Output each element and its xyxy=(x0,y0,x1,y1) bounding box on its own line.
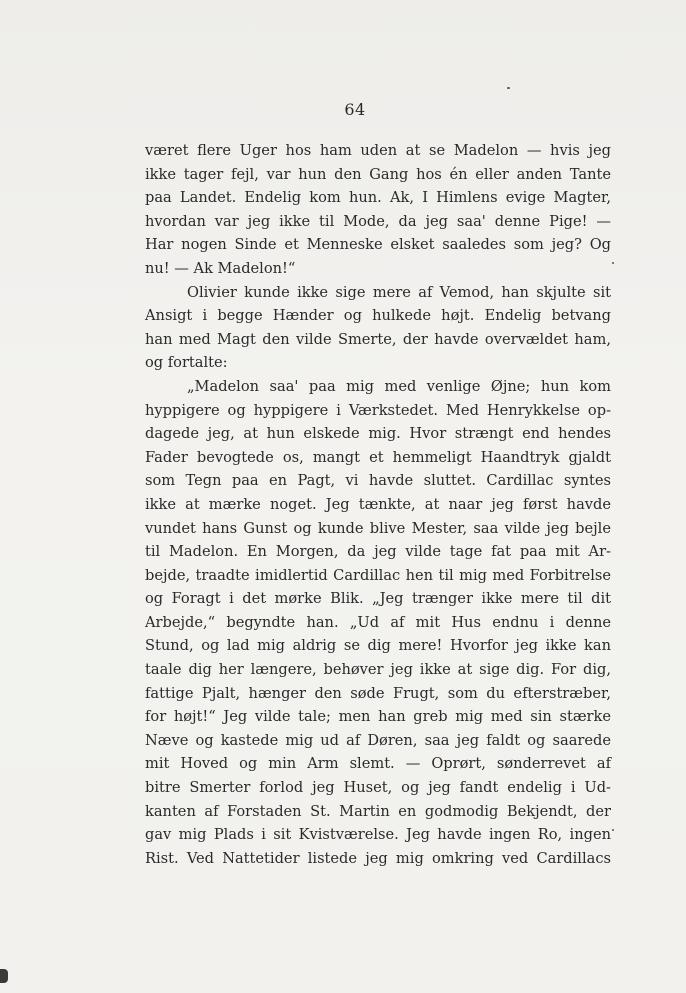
text-line: for højt!“ Jeg vilde tale; men han greb mig med sin stærke xyxy=(145,708,611,726)
text-line: som Tegn paa en Pagt, vi havde sluttet. Cardillac syntes xyxy=(145,472,611,490)
text-line: og Foragt i det mørke Blik. „Jeg trænger ikke mere til dit xyxy=(145,590,611,608)
text-line: Olivier kunde ikke sige mere af Vemod, han skjulte sit xyxy=(187,283,611,301)
page-number: 64 xyxy=(344,100,366,119)
text-line: bejde, traadte imidlertid Cardillac hen til mig med Forbitrelse xyxy=(145,566,611,584)
text-line: Ansigt i begge Hænder og hulkede højt. Endelig betvang xyxy=(145,307,611,325)
text-line: fattige Pjalt, hænger den søde Frugt, som du efterstræber, xyxy=(145,684,611,702)
text-line: mit Hoved og min Arm slemt. — Oprørt, sønderrevet af xyxy=(145,755,611,773)
text-line: ikke at mærke noget. Jeg tænkte, at naar jeg først havde xyxy=(145,495,611,513)
text-line: taale dig her længere, behøver jeg ikke at sige dig. For dig, xyxy=(145,661,611,679)
text-line: gav mig Plads i sit Kvistværelse. Jeg havde ingen Ro, ingen xyxy=(145,826,611,844)
text-line: nu! — Ak Madelon!“ xyxy=(145,259,296,277)
text-line: Fader bevogtede os, mangt et hemmeligt Haandtryk gjaldt xyxy=(145,448,611,466)
text-line: han med Magt den vilde Smerte, der havde overvældet ham, xyxy=(145,330,611,348)
text-line: Har nogen Sinde et Menneske elsket saaledes som jeg? Og xyxy=(145,236,611,254)
ink-speck xyxy=(507,87,510,89)
text-line: kanten af Forstaden St. Martin en godmodig Bekjendt, der xyxy=(145,802,611,820)
text-line: været flere Uger hos ham uden at se Madelon — hvis jeg xyxy=(145,142,611,159)
text-line: „Madelon saa' paa mig med venlige Øjne; hun kom xyxy=(187,377,611,395)
text-line: dagede jeg, at hun elskede mig. Hvor strængt end hendes xyxy=(145,425,611,443)
text-line: Næve og kastede mig ud af Døren, saa jeg faldt og saarede xyxy=(145,731,611,749)
text-line: til Madelon. En Morgen, da jeg vilde tage fat paa mit Ar- xyxy=(145,543,611,561)
text-line: Stund, og lad mig aldrig se dig mere! Hvorfor jeg ikke kan xyxy=(145,637,611,655)
text-line: vundet hans Gunst og kunde blive Mester, saa vilde jeg bejle xyxy=(145,519,611,537)
text-line: hvordan var jeg ikke til Mode, da jeg saa' denne Pige! — xyxy=(145,212,611,230)
ink-speck xyxy=(612,262,614,264)
text-line: Arbejde,“ begyndte han. „Ud af mit Hus endnu i denne xyxy=(145,613,611,631)
text-line: Rist. Ved Nattetider listede jeg mig omkring ved Cardillacs xyxy=(145,849,611,867)
text-line: bitre Smerter forlod jeg Huset, og jeg fandt endelig i Ud- xyxy=(145,779,611,797)
text-line: ikke tager fejl, var hun den Gang hos én eller anden Tante xyxy=(145,165,611,183)
text-line: og fortalte: xyxy=(145,354,228,372)
text-line: paa Landet. Endelig kom hun. Ak, I Himlens evige Magter, xyxy=(145,189,611,207)
text-line: hyppigere og hyppigere i Værkstedet. Med Henrykkelse op- xyxy=(145,401,611,419)
body-text xyxy=(145,139,611,870)
ink-speck xyxy=(612,829,614,831)
page-edge-mark xyxy=(0,969,8,983)
